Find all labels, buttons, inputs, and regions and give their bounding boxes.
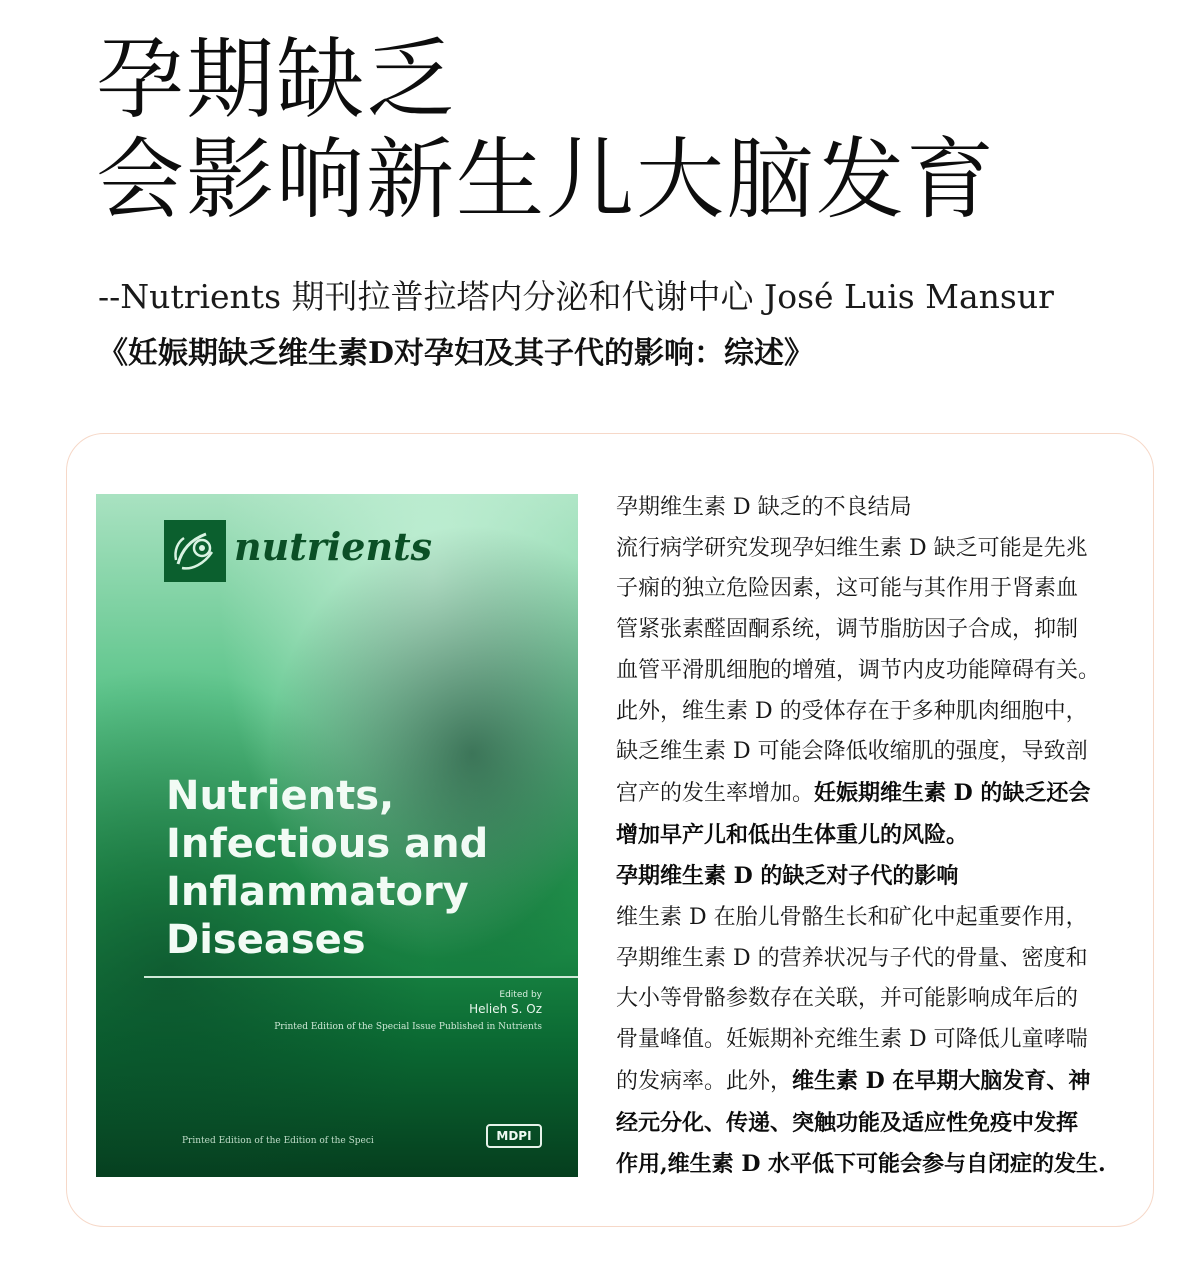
publisher-logo: MDPI: [486, 1124, 542, 1148]
article-line-text: 的发病率。此外，: [616, 1068, 793, 1094]
edited-by-label: Edited by: [499, 990, 542, 1000]
article-line-text: 流行病学研究发现孕妇维生素 D 缺乏可能是先兆: [616, 535, 1088, 561]
article-line-text: 大小等骨骼参数存在关联，并可能影响成年后的: [616, 986, 1079, 1012]
article-line-text: 缺乏维生素 D 可能会降低收缩肌的强度，导致剖: [616, 739, 1088, 765]
article-line: [616, 856, 1146, 898]
printed-edition-note: Printed Edition of the Special Issue Published in Nutrients: [274, 1022, 542, 1032]
article-line: [616, 1103, 1146, 1145]
article-line: [616, 979, 1146, 1020]
book-cover-image: [96, 494, 578, 1177]
article-line-emphasis: 孕期维生素 D 的缺乏对子代的影响: [616, 863, 959, 890]
article-line: [616, 1144, 1146, 1186]
printed-edition-note-bottom: Printed Edition of the Edition of the Speci: [182, 1136, 374, 1146]
title-line-1: 孕期缺乏: [96, 28, 457, 131]
editor-name: Helieh S. Oz: [469, 1002, 542, 1016]
article-line: [616, 815, 1146, 857]
book-title-line: Inflammatory: [166, 869, 469, 915]
book-title-line: Nutrients,: [166, 773, 395, 819]
article-line: [616, 610, 1146, 651]
article-line: [616, 773, 1146, 815]
article-line-text: 孕期维生素 D 的营养状况与子代的骨量、密度和: [616, 945, 1088, 971]
article-line-text: 骨量峰值。妊娠期补充维生素 D 可降低儿童哮喘: [616, 1027, 1088, 1053]
article-line: [616, 692, 1146, 733]
article-line-text: 子痫的独立危险因素，这可能与其作用于肾素血: [616, 576, 1079, 602]
article-line: [616, 1061, 1146, 1103]
article-line-text: 管紧张素醛固酮系统，调节脂肪因子合成，抑制: [616, 617, 1079, 643]
article-line-text: 此外，维生素 D 的受体存在于多种肌肉细胞中，: [616, 698, 1088, 724]
article-line-emphasis: 增加早产儿和低出生体重儿的风险。: [616, 821, 969, 848]
journal-brand: nutrients: [234, 524, 433, 569]
article-line-text: 孕期维生素 D 缺乏的不良结局: [616, 495, 912, 520]
article-line-emphasis: 经元分化、传递、突触功能及适应性免疫中发挥: [616, 1109, 1079, 1136]
cover-divider: [144, 976, 578, 978]
article-line-text: 血管平滑肌细胞的增殖，调节内皮功能障碍有关。: [616, 657, 1101, 683]
article-line-text: 维生素 D 在胎儿骨骼生长和矿化中起重要作用，: [616, 905, 1088, 931]
article-line-emphasis: 妊娠期维生素 D 的缺乏还会: [814, 779, 1091, 806]
title-line-2: 会影响新生儿大脑发育: [96, 128, 997, 231]
nutrients-logo-icon: [164, 520, 226, 582]
book-title-line: Diseases: [166, 917, 366, 963]
article-line-emphasis: 作用,维生素 D 水平低下可能会参与自闭症的发生.: [616, 1151, 1106, 1178]
article-line: [616, 651, 1146, 692]
article-line: [616, 488, 1146, 529]
page-title: [96, 30, 996, 230]
article-line: [616, 529, 1146, 570]
article-line: [616, 732, 1146, 773]
book-title: [166, 772, 488, 964]
article-line-text: 宫产的发生率增加。: [616, 780, 815, 806]
article-line: [616, 898, 1146, 939]
article-line: [616, 569, 1146, 610]
article-body: [616, 488, 1146, 1186]
source-attribution: --Nutrients 期刊拉普拉塔内分泌和代谢中心 José Luis Mansur: [98, 277, 1054, 316]
article-line: [616, 939, 1146, 980]
article-line: [616, 1020, 1146, 1061]
book-title-line: Infectious and: [166, 821, 489, 867]
article-line-emphasis: 维生素 D 在早期大脑发育、神: [792, 1067, 1091, 1094]
article-title: 《妊娠期缺乏维生素D对孕妇及其子代的影响：综述》: [98, 336, 815, 371]
